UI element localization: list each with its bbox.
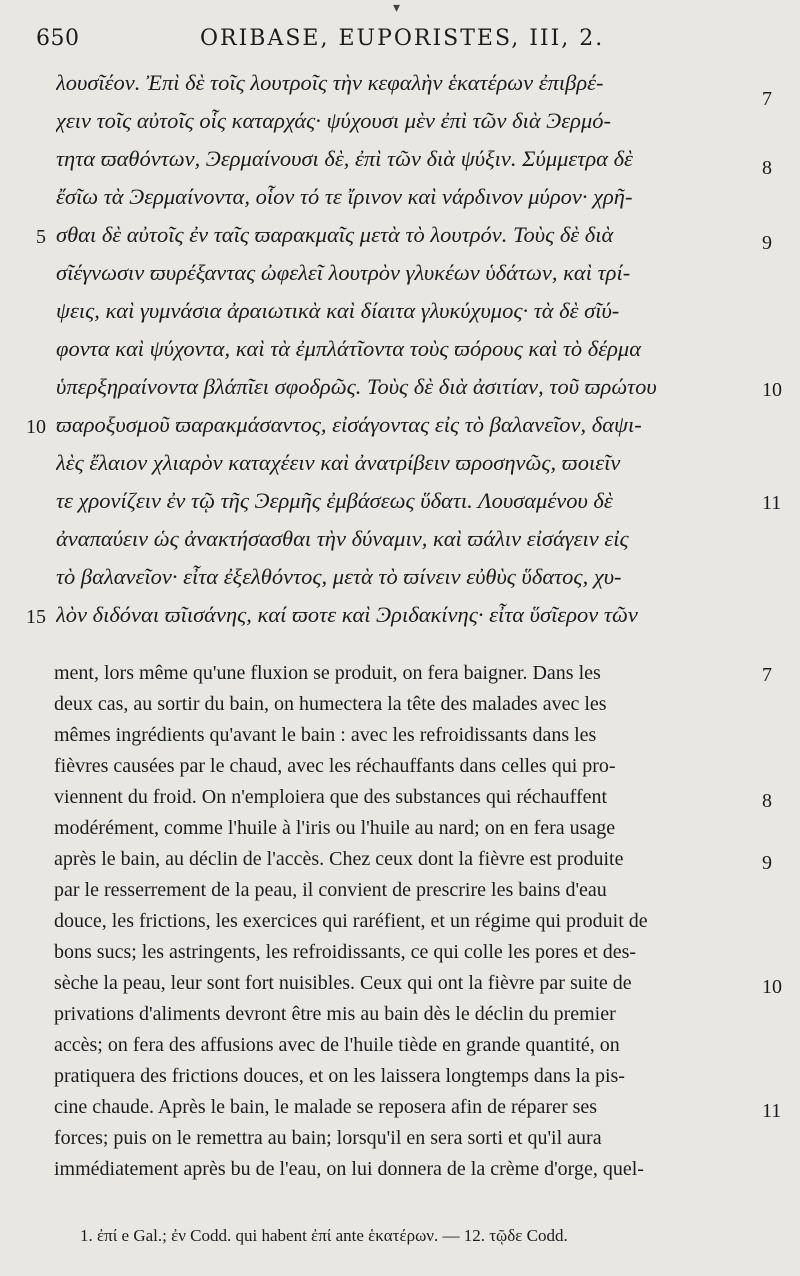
greek-line: ψεις, καὶ γυμνάσια ἀραιωτικὰ καὶ δίαιτα γλυκύχυμος· τὰ δὲ σῖύ-	[56, 298, 620, 323]
page-number: 650	[36, 26, 80, 51]
margin-reference: 9	[762, 232, 772, 254]
greek-line: ἀναπαύειν ὡς ἀνακτήσασθαι τὴν δύναμιν, καὶ ϖάλιν εἰσάγειν εἰς	[56, 526, 629, 551]
french-line: ment, lors même qu'une fluxion se produit, on fera baigner. Dans les	[54, 662, 601, 684]
greek-line: λουσῖέον. Ἐπὶ δὲ τοῖς λουτροῖς τὴν κεφαλὴν ἑκατέρων ἐπιβρέ-	[56, 70, 604, 95]
french-line: par le resserrement de la peau, il convient de prescrire les bains d'eau	[54, 879, 607, 901]
margin-reference: 11	[762, 1100, 782, 1122]
greek-line: τε χρονίζειν ἐν τῷ τῆς Ͽερμῆς ἐμβάσεως ὕδατι. Λουσαμένου δὲ	[56, 488, 613, 513]
french-line: privations d'aliments devront être mis au bain dès le déclin du premier	[54, 1003, 616, 1025]
french-line: accès; on fera des affusions avec de l'huile tiède en grande quantité, on	[54, 1034, 620, 1056]
margin-reference: 7	[762, 88, 772, 110]
french-line: mêmes ingrédients qu'avant le bain : avec les refroidissants dans les	[54, 724, 597, 746]
french-line: immédiatement après bu de l'eau, on lui donnera de la crème d'orge, quel-	[54, 1158, 644, 1180]
margin-reference: 8	[762, 157, 772, 179]
greek-line: λὲς ἔλαιον χλιαρὸν καταχέειν καὶ ἀνατρίβειν ϖροσηνῶς, ϖοιεῖν	[56, 450, 621, 475]
footnote: 1. ἐπί e Gal.; ἐν Codd. qui habent ἐπί ante ἑκατέρων. — 12. τῷδε Codd.	[80, 1226, 568, 1245]
margin-reference: 9	[762, 852, 772, 874]
line-number: 5	[36, 226, 46, 248]
margin-reference: 7	[762, 664, 772, 686]
french-line: fièvres causées par le chaud, avec les réchauffants dans celles qui pro-	[54, 755, 616, 777]
line-number: 15	[26, 606, 46, 628]
french-line: cine chaude. Après le bain, le malade se reposera afin de réparer ses	[54, 1096, 598, 1118]
french-line: deux cas, au sortir du bain, on humectera la tête des malades avec les	[54, 693, 607, 715]
greek-line: φοντα καὶ ψύχοντα, καὶ τὰ ἐμπλάτῖοντα τοὺς ϖόρους καὶ τὸ δέρμα	[56, 336, 642, 361]
greek-line: τὸ βαλανεῖον· εἶτα ἐξελθόντος, μετὰ τὸ ϖίνειν εὐθὺς ὕδατος, χυ-	[56, 564, 622, 589]
greek-line: τητα ϖαθόντων, Ͽερμαίνουσι δὲ, ἐπὶ τῶν διὰ ψύξιν. Σύμμετρα δὲ	[56, 146, 633, 171]
margin-reference: 11	[762, 492, 782, 514]
running-title: ORIBASE, EUPORISTES, III, 2.	[200, 26, 605, 51]
french-line: douce, les frictions, les exercices qui raréfient, et un régime qui produit de	[54, 910, 648, 932]
printer-mark: ▾	[393, 0, 401, 16]
greek-line: σθαι δὲ αὐτοῖς ἐν ταῖς ϖαρακμαῖς μετὰ τὸ λουτρόν. Τοὺς δὲ διὰ	[56, 222, 614, 247]
running-header	[0, 26, 800, 58]
greek-line: ϖαροξυσμοῦ ϖαρακμάσαντος, εἰσάγοντας εἰς τὸ βαλανεῖον, δαψι-	[56, 412, 642, 437]
french-line: viennent du froid. On n'emploiera que des substances qui réchauffent	[54, 786, 608, 808]
french-line: après le bain, au déclin de l'accès. Chez ceux dont la fièvre est produite	[54, 848, 624, 870]
french-line: bons sucs; les astringents, les refroidissants, ce qui colle les pores et des-	[54, 941, 637, 963]
margin-reference: 8	[762, 790, 772, 812]
greek-line: ὑπερξηραίνοντα βλάπῖει σφοδρῶς. Τοὺς δὲ διὰ ἀσιτίαν, τοῦ ϖρώτου	[56, 374, 657, 399]
greek-line: σῖέγνωσιν ϖυρέξαντας ὠφελεῖ λουτρὸν γλυκέων ὑδάτων, καὶ τρί-	[56, 260, 631, 285]
greek-line: χειν τοῖς αὐτοῖς οἷς καταρχάς· ψύχουσι μὲν ἐπὶ τῶν διὰ Ͽερμό-	[56, 108, 611, 133]
french-line: pratiquera des frictions douces, et on les laissera longtemps dans la pis-	[54, 1065, 625, 1087]
margin-reference: 10	[762, 379, 782, 401]
margin-reference: 10	[762, 976, 782, 998]
line-number: 10	[26, 416, 46, 438]
french-line: sèche la peau, leur sont fort nuisibles. Ceux qui ont la fièvre par suite de	[54, 972, 632, 994]
greek-line: λὸν διδόναι ϖῖισάνης, καί ϖοτε καὶ Ͽριδακίνης· εἶτα ὕσῖερον τῶν	[56, 602, 638, 627]
greek-line: ἔσῖω τὰ Ͽερμαίνοντα, οἷον τό τε ἴρινον καὶ νάρδινον μύρον· χρῆ-	[56, 184, 633, 209]
french-line: modérément, comme l'huile à l'iris ou l'huile au nard; on en fera usage	[54, 817, 616, 839]
french-line: forces; puis on le remettra au bain; lorsqu'il en sera sorti et qu'il aura	[54, 1127, 602, 1149]
